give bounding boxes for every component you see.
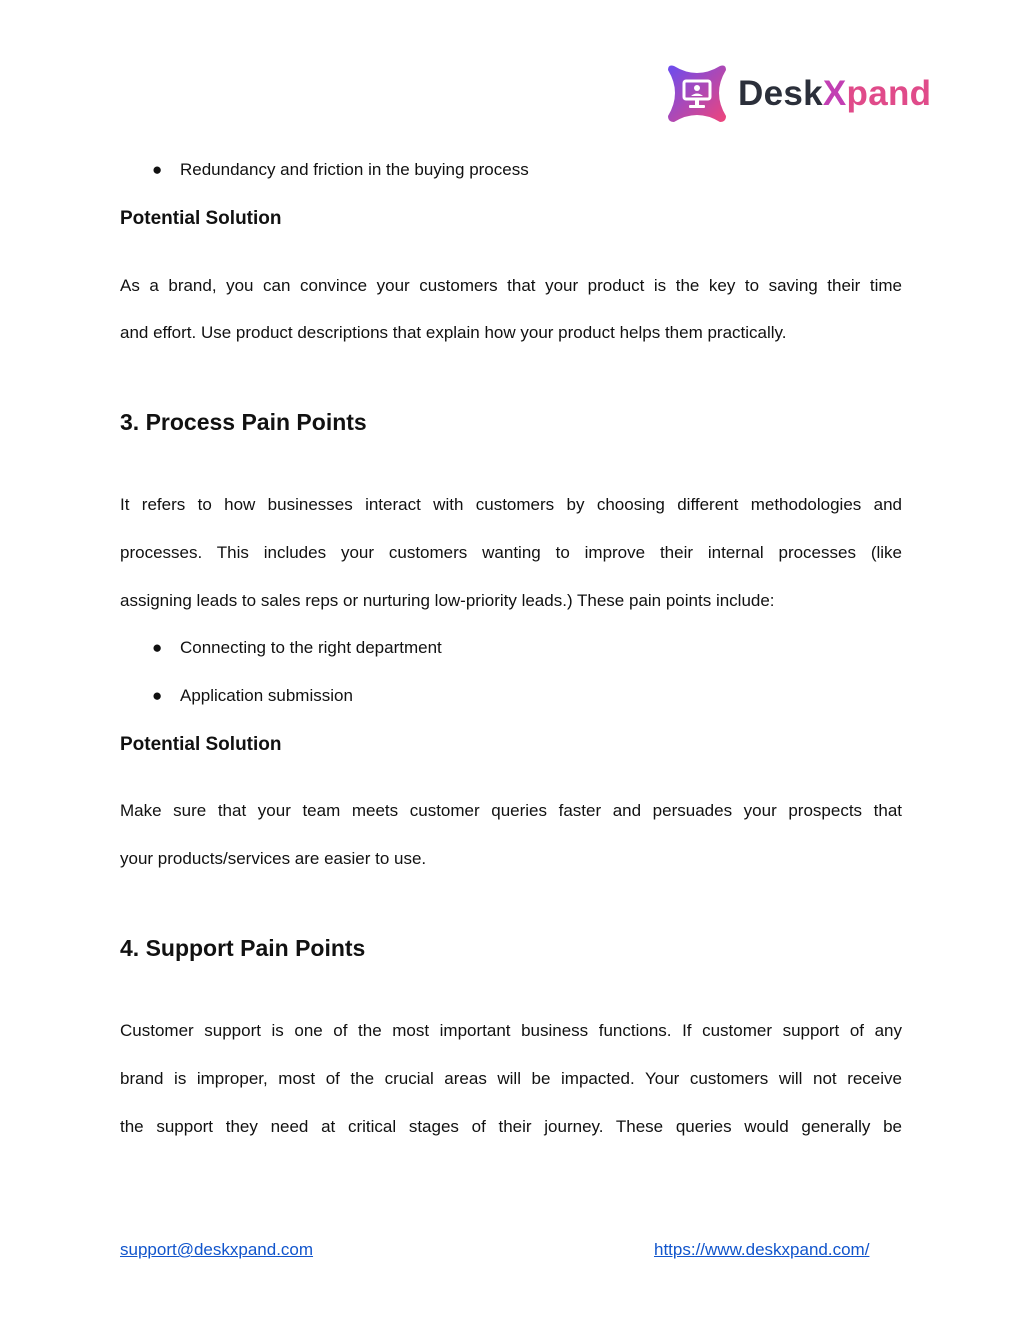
- paragraph-line: As a brand, you can convince your customers that your product is the key to saving their time: [120, 276, 902, 295]
- list-item-text: Redundancy and friction in the buying process: [180, 160, 529, 179]
- section-heading: 3. Process Pain Points: [120, 409, 367, 435]
- paragraph-line: and effort. Use product descriptions that explain how your product helps them practically.: [120, 323, 787, 342]
- section-subheading: Potential Solution: [120, 208, 282, 229]
- list-item-text: Application submission: [180, 686, 353, 705]
- section-heading: 4. Support Pain Points: [120, 935, 366, 961]
- deskxpand-logo: [664, 60, 931, 126]
- logo-word-x: X: [822, 73, 847, 113]
- logo-word-pand: pand: [846, 73, 932, 113]
- logo-wordmark: [738, 73, 932, 113]
- paragraph-line: assigning leads to sales reps or nurturing low-priority leads.) These pain points include:: [120, 591, 775, 610]
- footer-website-link[interactable]: https://www.deskxpand.com/: [654, 1240, 870, 1259]
- list-item-text: Connecting to the right department: [180, 638, 442, 657]
- desktop-monitor-icon: [664, 60, 730, 126]
- paragraph-line: your products/services are easier to use.: [120, 849, 427, 868]
- section-subheading: Potential Solution: [120, 734, 282, 755]
- paragraph-line: It refers to how businesses interact with customers by choosing different methodologies and: [120, 495, 902, 514]
- list-item: ● Connecting to the right department: [152, 638, 442, 657]
- paragraph-line: Make sure that your team meets customer queries faster and persuades your prospects that: [120, 801, 902, 820]
- paragraph-line: brand is improper, most of the crucial areas will be impacted. Your customers will not receive: [120, 1069, 902, 1088]
- paragraph-line: the support they need at critical stages of their journey. These queries would generally be: [120, 1117, 902, 1136]
- footer-email-link[interactable]: support@deskxpand.com: [120, 1240, 314, 1259]
- list-item: ● Redundancy and friction in the buying process: [152, 160, 529, 179]
- list-item: ● Application submission: [152, 686, 353, 705]
- paragraph-line: Customer support is one of the most important business functions. If customer support of any: [120, 1021, 902, 1040]
- paragraph-line: processes. This includes your customers wanting to improve their internal processes (like: [120, 543, 902, 562]
- logo-word-desk: Desk: [738, 73, 823, 113]
